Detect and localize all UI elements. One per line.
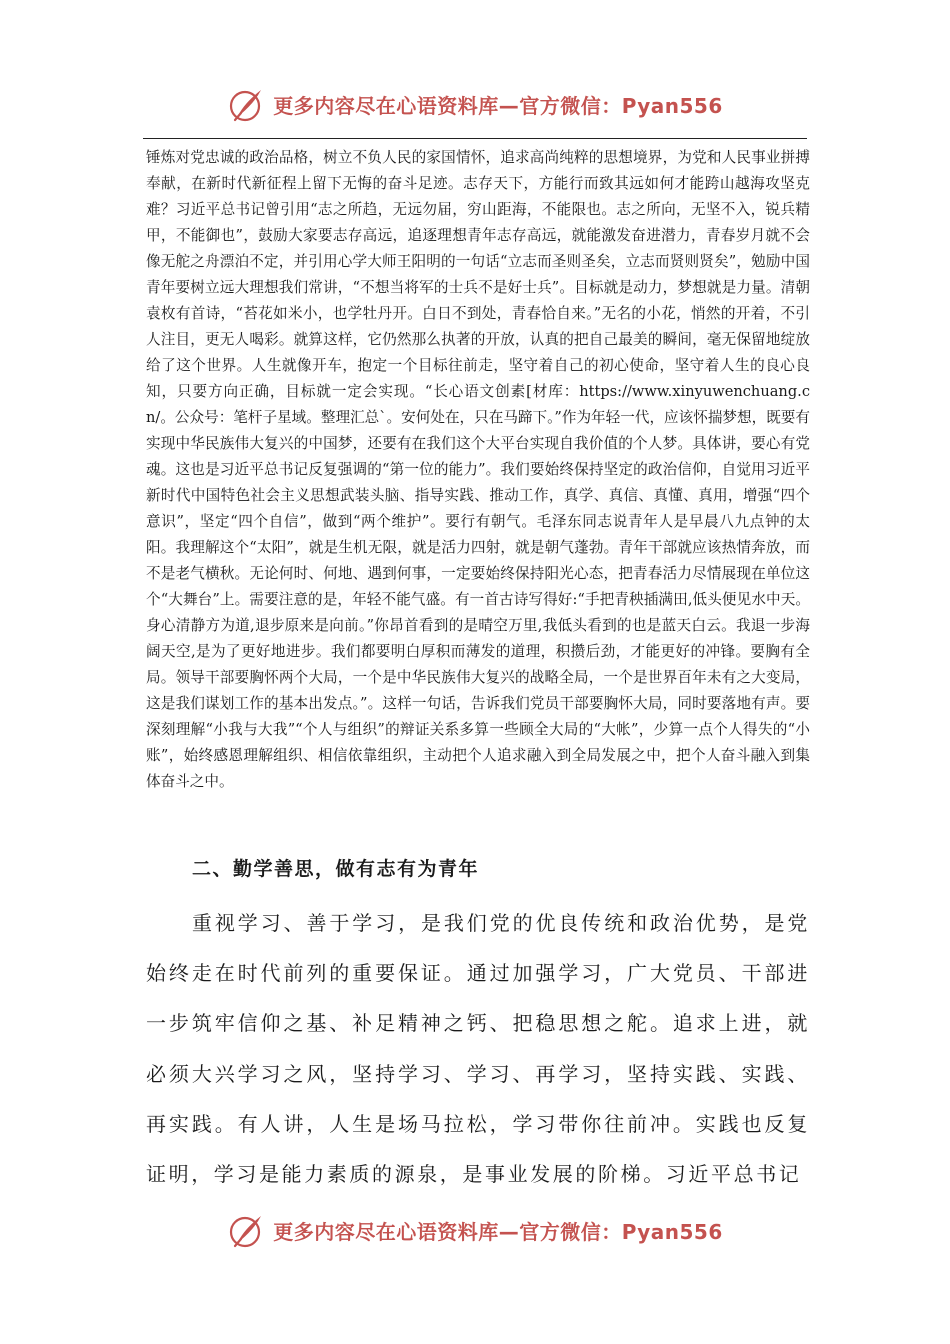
footer-banner-text: 更多内容尽在心语资料库—官方微信：Pyan556	[273, 1219, 723, 1244]
header-divider	[143, 138, 807, 139]
page-footer	[0, 1206, 950, 1254]
section-paragraph: 重视学习、善于学习，是我们党的优良传统和政治优势，是党始终走在时代前列的重要保证。通过加强学习，广大党员、干部进一步筑牢信仰之基、补足精神之钙、把稳思想之舵。追求上进，就必须大兴学习之风，坚持学习、学习、再学习，坚持实践、实践、再实践。有人讲，人生是场马拉松，学习带你往前冲。实践也反复证明，学习是能力素质的源泉，是事业发展的阶梯。习近平总书记	[146, 911, 810, 1187]
header-banner-text: 更多内容尽在心语资料库—官方微信：Pyan556	[273, 93, 723, 118]
quill-pen-logo-icon	[227, 84, 267, 124]
section-heading: 二、勤学善思，做有志有为青年	[192, 858, 480, 880]
body-paragraph: 锤炼对党忠诚的政治品格，树立不负人民的家国情怀，追求高尚纯粹的思想境界，为党和人民事业拼搏奉献，在新时代新征程上留下无悔的奋斗足迹。志存天下，方能行而致其远如何才能跨山越海攻坚克难？习近平总书记曾引用“志之所趋，无远勿届，穷山距海，不能限也。志之所向，无坚不入，锐兵精甲，不能御也”，鼓励大家要志存高远，追逐理想青年志存高远，就能激发奋进潜力，青春岁月就不会像无舵之舟漂泊不定，并引用心学大师王阳明的一句话“立志而圣则圣矣，立志而贤则贤矣”，勉励中国青年要树立远大理想我们常讲，“不想当将军的士兵不是好士兵”。目标就是动力，梦想就是力量。清朝袁枚有首诗，“苔花如米小，也学牡丹开。白日不到处，青春恰自来。”无名的小花，悄然的开着，不引人注目，更无人喝彩。就算这样，它仍然那么执著的开放，认真的把自己最美的瞬间，毫无保留地绽放给了这个世界。人生就像开车，抱定一个目标往前走，坚守着自己的初心使命，坚守着人生的良心良知，只要方向正确，目标就一定会实现。“长心语文创素[材库：https://www.xinyuwenchuang.cn/。公众号：笔杆子星域。整理汇总`。安何处在，只在马蹄下。”作为年轻一代，应该怀揣梦想，既要有实现中华民族伟大复兴的中国梦，还要有在我们这个大平台实现自我价值的个人梦。具体讲，要心有党魂。这也是习近平总书记反复强调的“第一位的能力”。我们要始终保持坚定的政治信仰，自觉用习近平新时代中国特色社会主义思想武装头脑、指导实践、推动工作，真学、真信、真懂、真用，增强“四个意识”，坚定“四个自信”，做到“两个维护”。要行有朝气。毛泽东同志说青年人是早晨八九点钟的太阳。我理解这个“太阳”，就是生机无限，就是活力四射，就是朝气蓬勃。青年干部就应该热情奔放，而不是老气横秋。无论何时、何地、遇到何事，一定要始终保持阳光心态，把青春活力尽情展现在单位这个“大舞台”上。需要注意的是，年轻不能气盛。有一首古诗写得好:“手把青秧插满田,低头便见水中天。身心清静方为道,退步原来是向前。”你昂首看到的是晴空万里,我低头看到的也是蓝天白云。我退一步海阔天空,是为了更好地进步。我们都要明白厚积而薄发的道理，积攒后劲，才能更好的冲锋。要胸有全局。领导干部要胸怀两个大局，一个是中华民族伟大复兴的战略全局，一个是世界百年未有之大变局，这是我们谋划工作的基本出发点。”。这样一句话，告诉我们党员干部要胸怀大局，同时要落地有声。要深刻理解“小我与大我”“个人与组织”的辩证关系多算一些顾全大局的“大帐”，少算一点个人得失的“小账”，始终感恩理解组织、相信依靠组织，主动把个人追求融入到全局发展之中，把个人奋斗融入到集体奋斗之中。	[146, 149, 810, 790]
page-header	[0, 80, 950, 128]
quill-pen-logo-icon	[227, 1210, 267, 1250]
